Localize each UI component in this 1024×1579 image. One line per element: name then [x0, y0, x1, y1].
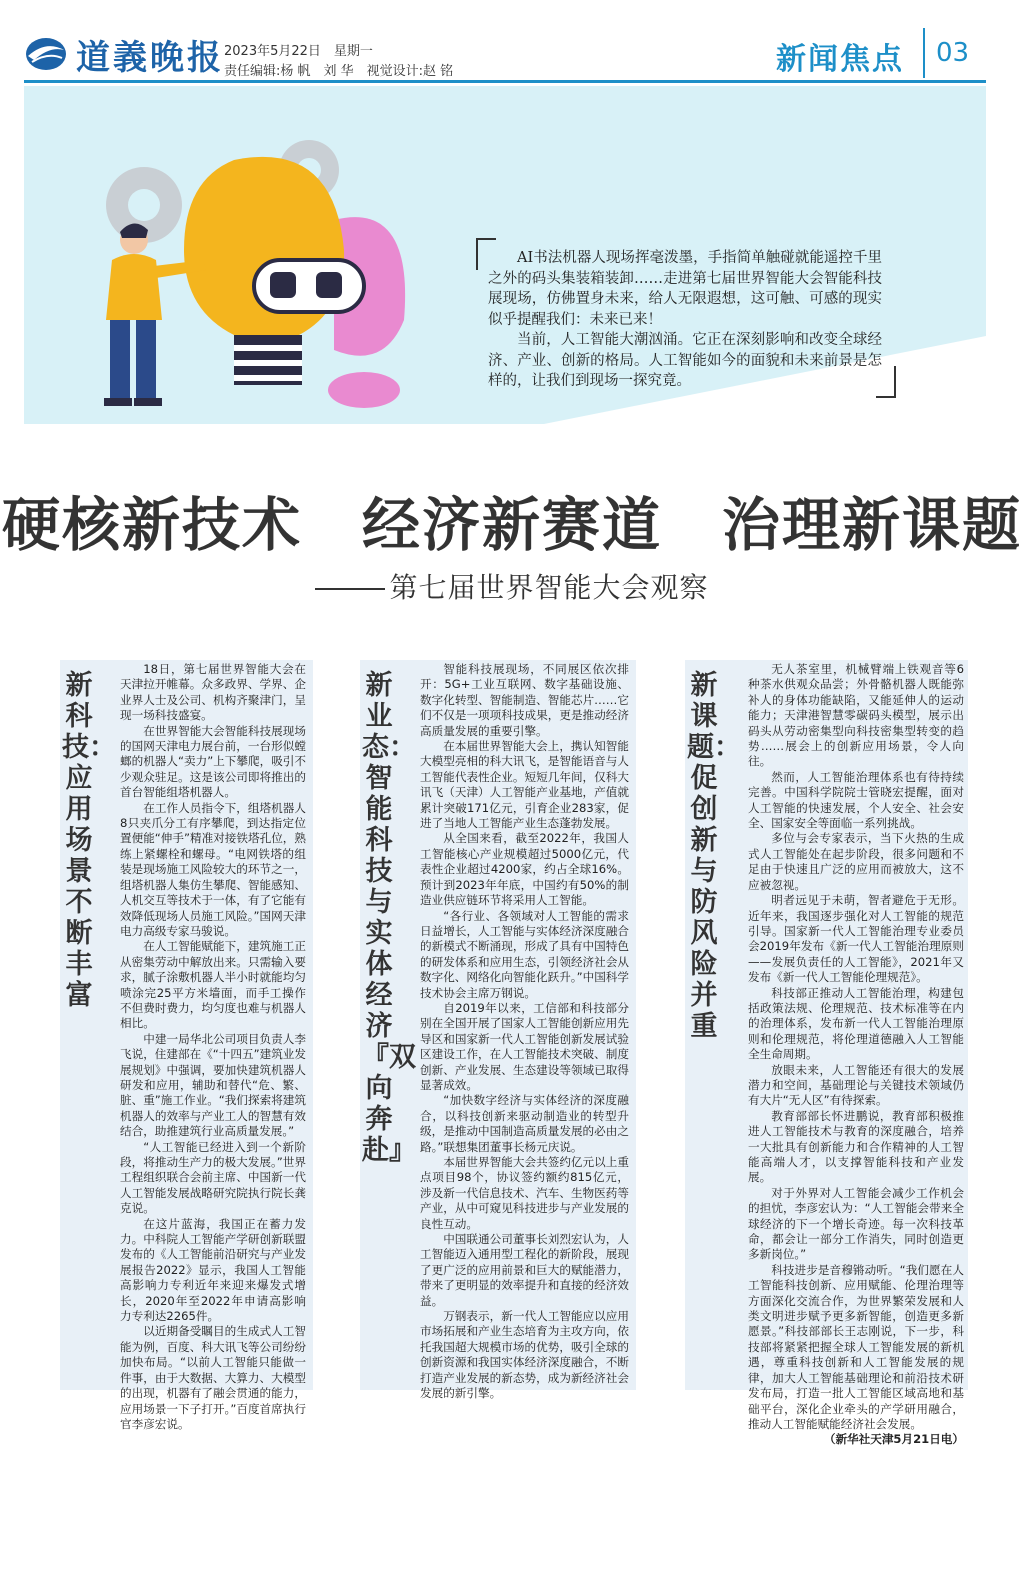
- article-dateline: （新华社天津5月21日电）: [823, 1432, 964, 1447]
- subheadline: [0, 566, 1024, 606]
- article-paragraph: 然而，人工智能治理体系也有待持续完善。中国科学院院士管晓宏提醒，面对人工智能的快速发展，个人安全、社会安全、国家安全等面临一系列挑战。: [748, 769, 964, 831]
- article-paragraph: 对于外界对人工智能会减少工作机会的担忧，李彦宏认为：“人工智能会带来全球经济的下一个增长奇迹。每一次科技革命，都会让一部分工作消失，同时创造更多新岗位。”: [748, 1185, 964, 1262]
- article-paragraph: 科技进步是音穆锵动听。“我们愿在人工智能科技创新、应用赋能、伦理治理等方面深化交流合作，为世界繁荣发展和人类文明进步赋予更多新智能，创造更多新愿景。”科技部部长王志刚说，下一步，科技部将紧紧把握全球人工智能发展的新机遇，尊重科技创新和人工智能发展的规律，加大人工智能基础理论和前沿技术研发布局，打造一批人工智能区域高地和基础平台，深化企业牵头的产学研用融合，推动人工智能赋能经济社会发展。: [748, 1262, 964, 1431]
- column-1-body: [120, 662, 306, 1432]
- article-paragraph: “各行业、各领域对人工智能的需求日益增长，人工智能与实体经济深度融合的新模式不断涌现，形成了具有中国特色的研发体系和应用生态，引领经济社会从数字化、网络化向智能化跃升。”中国科学技术协会主席万钢说。: [420, 908, 629, 1000]
- section-title: 新闻焦点: [776, 42, 904, 77]
- main-headline: 硬核新技术 经济新赛道 治理新课题: [1, 491, 1022, 559]
- subhead-dash: [315, 588, 385, 590]
- article-paragraph: 以近期备受瞩目的生成式人工智能为例，百度、科大讯飞等公司纷纷加快布局。“以前人工智能只能做一件事，由于大数据、大算力、大模型的出现，机器有了融会贯通的能力，应用场景一下子打开。”百度首席执行官李彦宏说。: [120, 1324, 306, 1431]
- article-paragraph: 中建一局华北公司项目负责人李飞说，住建部在《“十四五”建筑业发展规划》中强调，要加快建筑机器人研发和应用，辅助和替代“危、繁、脏、重”施工作业。“我们探索将建筑机器人的效率与产业工人的智慧有效结合，助推建筑行业高质量发展。”: [120, 1031, 306, 1139]
- article-paragraph: 本届世界智能大会共签约亿元以上重点项目98个，协议签约额约815亿元，涉及新一代信息技术、汽车、生物医药等产业，从中可窥见科技进步与产业发展的良性互动。: [420, 1155, 629, 1231]
- article-paragraph: 中国联通公司董事长刘烈宏认为，人工智能迈入通用型工程化的新阶段，展现了更广泛的应用前景和巨大的赋能潜力，带来了更明显的效率提升和直接的经济效益。: [420, 1232, 629, 1308]
- article-paragraph: 从全国来看，截至2022年，我国人工智能核心产业规模超过5000亿元，代表性企业超过4200家，约占全球16%。预计到2023年年底，中国约有50%的制造业供应链环节将采用人工智能。: [420, 831, 629, 908]
- editors-credit: 责任编辑:杨 帆 刘 华 视觉设计:赵 铭: [224, 64, 454, 79]
- article-paragraph: 明者远见于未萌，智者避危于无形。近年来，我国逐步强化对人工智能的规范引导。国家新一代人工智能治理专业委员会2019年发布《新一代人工智能治理原则——发展负责任的人工智能》，2021年又发布《新一代人工智能伦理规范》。: [748, 893, 964, 985]
- header-divider: [923, 28, 925, 78]
- article-paragraph: 在工作人员指令下，组塔机器人8只夹爪分工有序攀爬，到达指定位置便能“伸手”精准对接铁塔孔位，熟练上紧螺栓和螺母。“电网铁塔的组装是现场施工风险较大的环节之一，组塔机器人集仿生攀爬、智能感知、人机交互等技术于一体，有了它能有效降低现场人员施工风险。”国网天津电力高级专家马骏说。: [120, 800, 306, 938]
- column-3-body: [748, 662, 964, 1448]
- paper-name: 道義晚报: [76, 38, 224, 78]
- article-paragraph: “加快数字经济与实体经济的深度融合，以科技创新来驱动制造业的转型升级，是推动中国制造高质量发展的必由之路。”联想集团董事长杨元庆说。: [420, 1093, 629, 1154]
- subhead-text: 第七届世界智能大会观察: [389, 571, 709, 604]
- article-paragraph: 自2019年以来，工信部和科技部分别在全国开展了国家人工智能创新应用先导区和国家新一代人工智能创新发展试验区建设工作，在人工智能技术突破、制度创新、产业发展、生态建设等领域已取得显著成效。: [420, 1000, 629, 1092]
- lede-box: [476, 238, 896, 398]
- lede-paragraph: 当前，人工智能大潮汹涌。它正在深刻影响和改变全球经济、产业、创新的格局。人工智能如今的面貌和未来前景是怎样的，让我们到现场一探究竟。: [488, 332, 882, 389]
- column-3-title: 新课题：促创新与防风险并重: [687, 670, 741, 1042]
- article-paragraph: 在世界智能大会智能科技展现场的国网天津电力展台前，一台形似螳螂的机器人“卖力”上下攀爬，吸引不少观众驻足。这是该公司即将推出的首台智能组塔机器人。: [120, 723, 306, 800]
- article-paragraph: 智能科技展现场，不同展区依次排开：5G+工业互联网、数字基础设施、数字化转型、智能制造、智能芯片……它们不仅是一项项科技成果，更是推动经济高质量发展的重要引擎。: [420, 662, 629, 738]
- article-paragraph: 在本届世界智能大会上，携认知智能大模型亮相的科大讯飞，是智能语音与人工智能代表性企业。短短几年间，仅科大讯飞（天津）人工智能产业基地，产值就累计突破171亿元，引育企业283家，促进了当地人工智能产业生态蓬勃发展。: [420, 739, 629, 831]
- article-paragraph: 在人工智能赋能下，建筑施工正从密集劳动中解放出来。只需输入要求，腻子涂敷机器人半小时就能均匀喷涂完25平方米墙面，而手工操作不但费时费力，均匀度也难与机器人相比。: [120, 939, 306, 1031]
- article-paragraph: 18日，第七届世界智能大会在天津拉开帷幕。众多政界、学界、企业界人士及公司、机构齐聚津门，呈现一场科技盛宴。: [120, 662, 306, 723]
- lede-paragraph: AI书法机器人现场挥毫泼墨，手指简单触碰就能遥控千里之外的码头集装箱装卸……走进第七届世界智能大会智能科技展现场，仿佛置身未来，给人无限遐想，这可触、可感的现实似乎提醒我们：未来已来！: [488, 250, 882, 328]
- header-rule: [24, 80, 986, 83]
- column-2-title: 新业态：智能科技与实体经济『双向奔赴』: [362, 670, 416, 1166]
- masthead: [24, 28, 986, 84]
- article-paragraph: 无人茶室里，机械臂端上铁观音等6种茶水供观众品尝；外骨骼机器人既能弥补人的身体功能缺陷，又能延伸人的运动能力；天津港智慧零碳码头模型，展示出码头从劳动密集型向科技密集型转变的趋势……展会上的创新应用场景，令人向往。: [748, 662, 964, 769]
- article-paragraph: 教育部部长怀进鹏说，教育部积极推进人工智能技术与教育的深度融合，培养一大批具有创新能力和合作精神的人工智能高端人才，以支撑智能科技和产业发展。: [748, 1108, 964, 1185]
- issue-date: 2023年5月22日 星期一: [224, 44, 373, 59]
- article-paragraph: 在这片蓝海，我国正在蓄力发力。中科院人工智能产学研创新联盟发布的《人工智能前沿研究与产业发展报告2022》显示，我国人工智能高影响力专利近年来迎来爆发式增长，2020年至2022年申请高影响力专利达2265件。: [120, 1216, 306, 1324]
- article-paragraph: 放眼未来，人工智能还有很大的发展潜力和空间，基础理论与关键技术领域仍有大片“无人区”有待探索。: [748, 1062, 964, 1108]
- page-number: 03: [936, 38, 970, 68]
- article-paragraph: 万钢表示，新一代人工智能应以应用市场拓展和产业生态培育为主攻方向，依托我国超大规模市场的优势，吸引全球的创新资源和我国实体经济深度融合，不断打造产业发展的新态势，成为新经济社会发展的新引擎。: [420, 1309, 629, 1401]
- article-paragraph: 多位与会专家表示，当下火热的生成式人工智能处在起步阶段，很多问题和不足由于快速且广泛的应用而被放大，这不应被忽视。: [748, 831, 964, 892]
- article-paragraph: 科技部正推动人工智能治理，构建包括政策法规、伦理规范、技术标准等在内的治理体系，发布新一代人工智能治理原则和伦理规范，将伦理道德融入人工智能全生命周期。: [748, 985, 964, 1062]
- lede-text: [488, 248, 882, 392]
- ai-lightbulb-illustration: [84, 120, 424, 420]
- newspaper-logo-icon: [24, 32, 68, 72]
- column-2-body: [420, 662, 629, 1402]
- column-1-title: 新科技：应用场景不断丰富: [62, 670, 116, 1011]
- article-paragraph: “人工智能已经进入到一个新阶段，将推动生产力的极大发展。”世界工程组织联合会前主席、中国新一代人工智能发展战略研究院执行院长龚克说。: [120, 1139, 306, 1216]
